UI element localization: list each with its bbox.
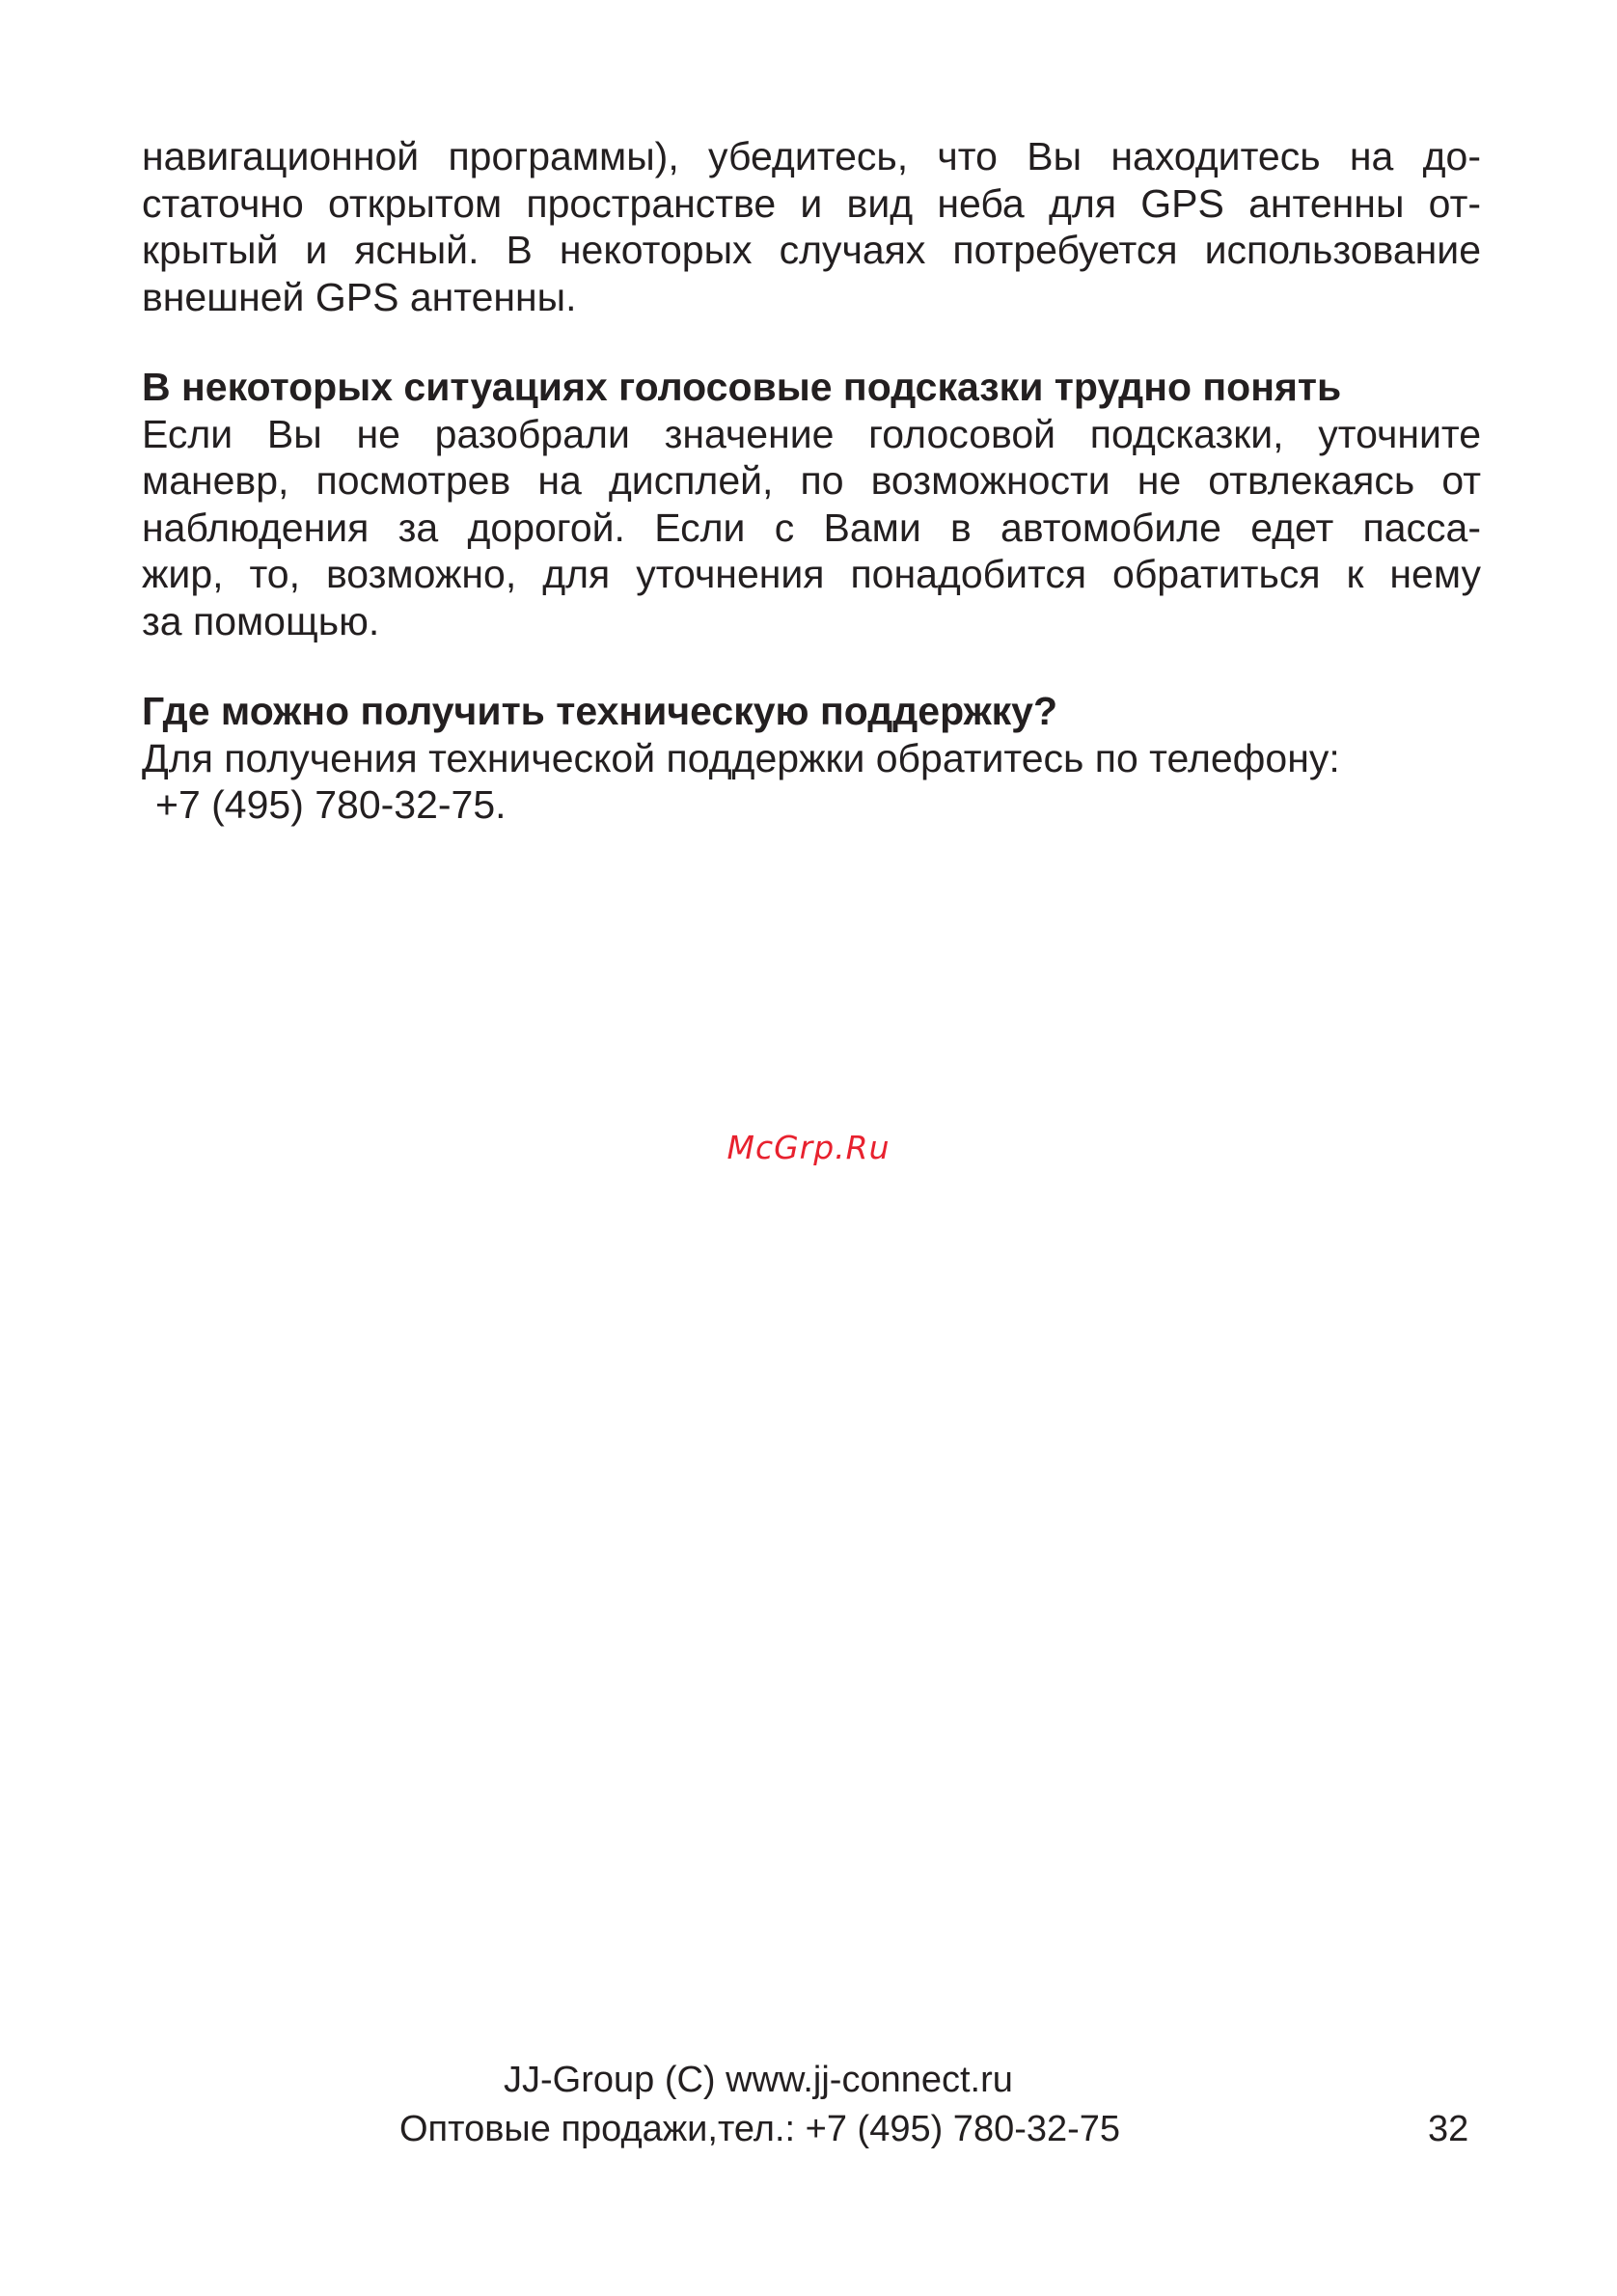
paragraph-line: наблюдения за дорогой. Если с Вами в автомобиле едет пасса-: [142, 505, 1481, 550]
footer-copyright: JJ-Group (C) www.jj-connect.ru: [504, 2060, 1013, 2100]
section-heading: В некоторых ситуациях голосовые подсказки трудно понять: [142, 365, 1342, 409]
watermark: McGrp.Ru: [726, 1129, 891, 1166]
paragraph-line: Для получения технической поддержки обратитесь по телефону:: [142, 735, 1340, 780]
section-heading: Где можно получить техническую поддержку?: [142, 689, 1058, 733]
footer-sales-phone: Оптовые продажи,тел.: +7 (495) 780-32-75: [399, 2109, 1121, 2149]
tech-support-section: [142, 688, 1481, 829]
support-phone-number: +7 (495) 780-32-75.: [155, 782, 507, 827]
paragraph-line: крытый и ясный. В некоторых случаях потребуется использование: [142, 228, 1481, 272]
paragraph-line: навигационной программы), убедитесь, что Вы находитесь на до-: [142, 134, 1481, 178]
paragraph-line: Если Вы не разобрали значение голосовой подсказки, уточните: [142, 411, 1481, 456]
gps-reception-paragraph: [142, 133, 1481, 320]
paragraph-line: за помощью.: [142, 598, 380, 643]
paragraph-line: статочно открытом пространстве и вид неба для GPS антенны от-: [142, 180, 1481, 226]
voice-prompts-section: [142, 364, 1481, 644]
page-number: 32: [1428, 2109, 1469, 2149]
paragraph-line: маневр, посмотрев на дисплей, по возможности не отвлекаясь от: [142, 458, 1481, 503]
paragraph-line: жир, то, возможно, для уточнения понадобится обратиться к нему: [142, 552, 1481, 596]
paragraph-line: внешней GPS антенны.: [142, 274, 577, 319]
